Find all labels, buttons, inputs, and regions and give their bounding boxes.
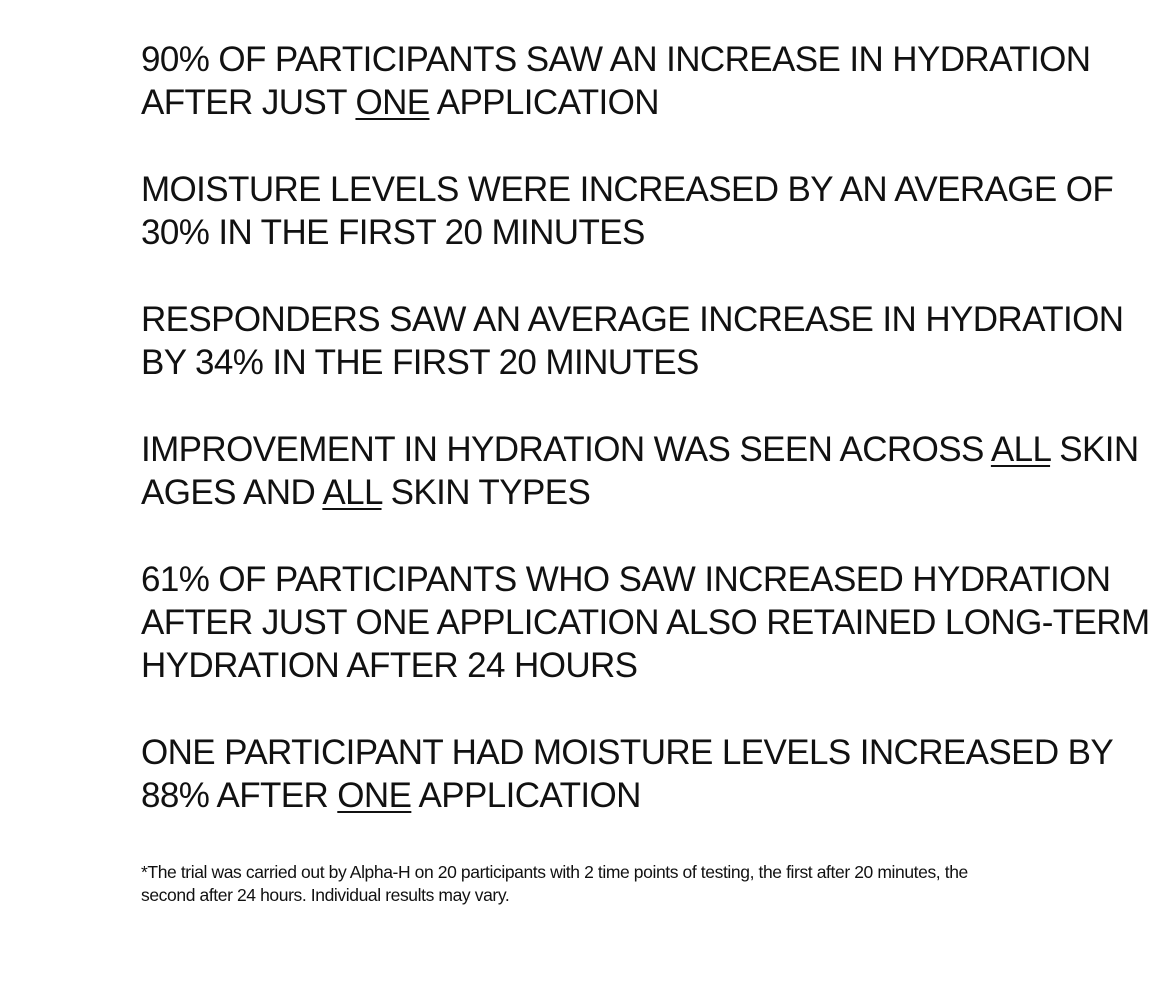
claim-1 (141, 38, 1141, 124)
claim-text: HYDRATION AFTER 24 HOURS (141, 646, 638, 685)
claim-text: MOISTURE LEVELS WERE INCREASED BY AN AVERAGE OF (141, 170, 1114, 209)
claim-line (141, 774, 1141, 817)
claim-line (141, 471, 1141, 514)
claim-line (141, 38, 1141, 81)
footnote (141, 861, 1141, 907)
emphasis-underline: ONE (355, 83, 430, 122)
emphasis-underline: ALL (990, 430, 1051, 469)
claim-line (141, 81, 1141, 124)
claim-text: 88% AFTER (141, 776, 338, 815)
claim-6 (141, 731, 1141, 817)
claim-line (141, 211, 1141, 254)
claim-3 (141, 298, 1141, 384)
claim-text: 90% OF PARTICIPANTS SAW AN INCREASE IN HYDRATION (141, 40, 1091, 79)
emphasis-underline: ONE (337, 776, 412, 815)
claim-4 (141, 428, 1141, 514)
claim-text: SKIN TYPES (381, 473, 591, 512)
claim-2 (141, 168, 1141, 254)
claim-line (141, 428, 1141, 471)
claim-text: IMPROVEMENT IN HYDRATION WAS SEEN ACROSS (141, 430, 991, 469)
footnote-line: second after 24 hours. Individual results may vary. (141, 885, 510, 905)
claim-text: AFTER JUST ONE APPLICATION ALSO RETAINED LONG-TERM (141, 603, 1150, 642)
footnote-line: *The trial was carried out by Alpha-H on 20 participants with 2 time points of testing, the first after 20 minutes, the (141, 862, 968, 882)
claim-line (141, 341, 1141, 384)
claim-text: AGES AND (141, 473, 323, 512)
claims-document (141, 38, 1150, 925)
claim-text: AFTER JUST (141, 83, 356, 122)
claim-line (141, 298, 1141, 341)
claim-text: 61% OF PARTICIPANTS WHO SAW INCREASED HYDRATION (141, 560, 1111, 599)
claim-line (141, 731, 1141, 774)
claim-text: APPLICATION (429, 83, 659, 122)
claim-text: SKIN (1050, 430, 1139, 469)
claim-5 (141, 558, 1150, 687)
claim-text: RESPONDERS SAW AN AVERAGE INCREASE IN HYDRATION (141, 300, 1124, 339)
claim-text: BY 34% IN THE FIRST 20 MINUTES (141, 343, 699, 382)
claim-line (141, 558, 1141, 601)
claim-line (141, 601, 1150, 644)
emphasis-underline: ALL (322, 473, 382, 512)
claim-line (141, 644, 1141, 687)
claim-text: 30% IN THE FIRST 20 MINUTES (141, 213, 645, 252)
claim-text: ONE PARTICIPANT HAD MOISTURE LEVELS INCREASED BY (141, 733, 1114, 772)
claim-line (141, 168, 1141, 211)
claim-text: APPLICATION (411, 776, 641, 815)
